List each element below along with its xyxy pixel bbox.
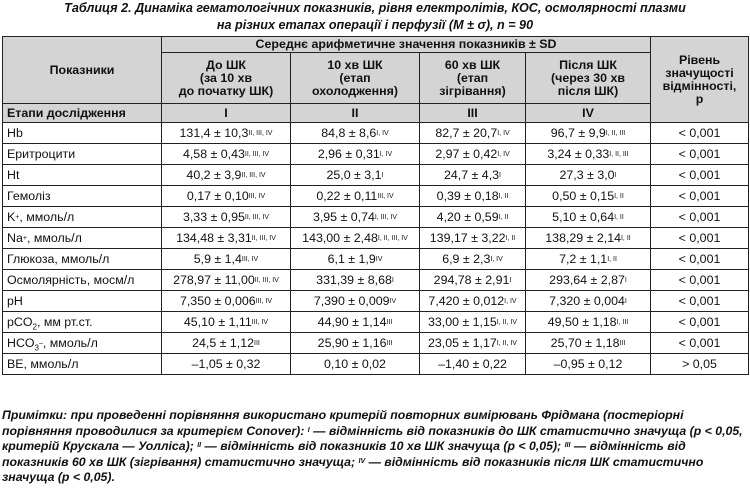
value-cell — [162, 228, 291, 249]
value-cell — [526, 207, 651, 228]
significance-marks: III — [619, 340, 626, 347]
value-text: 24,5 ± 1,12 — [192, 336, 255, 350]
row-label-unit: , ммоль/л — [19, 210, 75, 224]
value-cell — [526, 186, 651, 207]
value-text: 0,17 ± 0,10 — [186, 189, 249, 203]
value-text: 7,390 ± 0,009 — [313, 294, 390, 308]
significance-marks: I, II, IV — [496, 340, 518, 347]
row-label — [3, 291, 162, 312]
value-cell — [162, 144, 291, 165]
value-text: –1,05 ± 0,32 — [191, 357, 261, 371]
significance-marks: IV — [389, 298, 397, 305]
value-text: 6,1 ± 1,9 — [327, 252, 376, 266]
p-value-cell: < 0,001 — [651, 333, 749, 354]
value-text: 278,97 ± 11,00 — [173, 273, 255, 287]
value-text: 24,7 ± 4,3 — [444, 168, 500, 182]
row-label — [3, 228, 162, 249]
value-text: 40,2 ± 3,9 — [186, 168, 242, 182]
value-text: 2,96 ± 0,31 — [317, 147, 380, 161]
significance-marks: IV — [375, 256, 383, 263]
value-text: 7,420 ± 0,012 — [428, 294, 505, 308]
value-text: 0,39 ± 0,18 — [436, 189, 499, 203]
value-cell — [526, 249, 651, 270]
notes-text: — відмінність від показників 60 хв ШК (зігрівання) статистично значуща; — [2, 439, 686, 469]
value-text: 2,97 ± 0,42 — [435, 147, 498, 161]
value-text: 294,78 ± 2,91 — [433, 273, 510, 287]
p-value-cell: > 0,05 — [651, 354, 749, 375]
value-text: 82,7 ± 20,7 — [435, 126, 498, 140]
table-row — [3, 354, 749, 375]
stage-header-2 — [291, 53, 420, 104]
row-label-text: K — [7, 210, 16, 224]
value-cell — [526, 333, 651, 354]
caption-line-2: на різних етапах операції і перфузії (M ± σ), n = 90 — [216, 18, 534, 32]
value-cell — [420, 249, 526, 270]
row-label — [3, 333, 162, 354]
significance-marks: I, II — [614, 193, 624, 200]
significance-marks: I — [381, 172, 384, 179]
value-cell — [526, 270, 651, 291]
p-value-cell: < 0,001 — [651, 291, 749, 312]
value-text: 49,50 ± 1,18 — [547, 315, 617, 329]
value-text: 23,05 ± 1,17 — [427, 336, 497, 350]
notes-text: — відмінність від показників після ШК статистично значуща (p < 0,05). — [2, 454, 704, 484]
row-label — [3, 354, 162, 375]
value-text: 293,64 ± 2,87 — [549, 273, 625, 287]
significance-marks: I, II — [498, 214, 509, 221]
row-label-text: pH — [7, 294, 23, 308]
value-cell — [291, 207, 420, 228]
value-cell — [526, 123, 651, 144]
stage-header-line: (за 10 хв — [199, 70, 253, 85]
stage-header-line: Після ШК — [559, 57, 617, 72]
table-row — [3, 228, 749, 249]
value-cell — [291, 123, 420, 144]
p-value-cell: < 0,001 — [651, 207, 749, 228]
value-cell — [291, 291, 420, 312]
stage-header-line: охолодження) — [312, 83, 398, 98]
value-text: 7,350 ± 0,006 — [179, 294, 256, 308]
p-value-cell: < 0,001 — [651, 165, 749, 186]
table-caption — [0, 0, 750, 34]
significance-header — [651, 37, 749, 123]
value-cell — [162, 291, 291, 312]
notes-marker: II — [197, 442, 202, 449]
value-text: 7,320 ± 0,004 — [549, 294, 625, 308]
value-text: –1,40 ± 0,22 — [438, 357, 507, 371]
row-label-text: Глюкоза, ммоль/л — [7, 252, 110, 266]
significance-line: відмінності, — [662, 78, 737, 93]
value-cell — [291, 354, 420, 375]
row-label-text: Гемоліз — [7, 189, 51, 203]
significance-line: Рівень — [678, 52, 721, 67]
notes-text: Примітки: при проведенні порівняння використано критерій повторних вимірювань Фрідмана (постеріорні порівняння проводилися за критерієм Conover): — [2, 408, 684, 438]
value-text: 4,58 ± 0,43 — [182, 147, 245, 161]
significance-marks: I, IV — [379, 151, 393, 158]
value-cell — [162, 354, 291, 375]
value-text: 4,20 ± 0,59 — [436, 210, 499, 224]
table-row — [3, 312, 749, 333]
notes-marker: I — [307, 426, 310, 434]
value-text: 6,9 ± 2,3 — [442, 252, 491, 266]
data-table — [2, 36, 749, 375]
value-text: 138,29 ± 2,14 — [545, 231, 621, 245]
significance-marks: I — [499, 172, 501, 179]
value-cell — [420, 354, 526, 375]
value-cell — [526, 312, 651, 333]
p-value-cell: < 0,001 — [651, 144, 749, 165]
row-label — [3, 165, 162, 186]
stage-header-3 — [420, 53, 526, 104]
significance-marks: I, II — [505, 235, 516, 242]
table-row — [3, 144, 749, 165]
notes-marker: III — [564, 442, 571, 449]
significance-marks: I, II — [498, 193, 509, 200]
significance-marks: II, III, IV — [251, 235, 276, 242]
value-cell — [526, 291, 651, 312]
value-cell — [420, 165, 526, 186]
value-text: 3,33 ± 0,95 — [182, 210, 245, 224]
row-label-unit: , ммоль/л — [26, 231, 82, 245]
indicators-header: Показники — [3, 37, 162, 104]
value-text: 131,4 ± 10,3 — [179, 126, 249, 140]
value-cell — [162, 249, 291, 270]
table-row — [3, 186, 749, 207]
significance-marks: III, IV — [377, 193, 394, 200]
row-label-unit: , ммоль/л — [42, 336, 98, 350]
significance-marks: I — [624, 277, 627, 284]
value-cell — [291, 186, 420, 207]
stage-header-line: після ШК) — [557, 83, 619, 98]
row-label — [3, 312, 162, 333]
significance-marks: I — [391, 277, 394, 284]
value-text: 45,10 ± 1,11 — [183, 315, 252, 329]
value-cell — [291, 144, 420, 165]
significance-marks: III — [386, 319, 393, 326]
value-cell — [420, 228, 526, 249]
caption-line-1: Таблиця 2. Динаміка гематологічних показників, рівня електролітів, КОС, осмолярності плазми — [64, 1, 686, 15]
value-text: 84,8 ± 8,6 — [321, 126, 377, 140]
significance-marks: I — [509, 277, 512, 284]
significance-marks: I, IV — [497, 151, 510, 158]
stage-roman-1: I — [162, 104, 291, 123]
value-text: 25,70 ± 1,18 — [550, 336, 620, 350]
significance-marks: II, III, IV — [244, 214, 270, 221]
significance-marks: I, IV — [497, 130, 510, 137]
value-text: 0,50 ± 0,15 — [552, 189, 615, 203]
significance-marks: I, II — [620, 235, 631, 242]
stage-header-4 — [526, 53, 651, 104]
row-label-superscript: + — [22, 235, 27, 242]
row-label-superscript: + — [15, 214, 20, 221]
p-value-cell: < 0,001 — [651, 186, 749, 207]
significance-marks: I, II, IV — [496, 319, 518, 326]
value-cell — [420, 270, 526, 291]
value-cell — [162, 123, 291, 144]
significance-marks: III, IV — [251, 319, 269, 326]
value-cell — [162, 207, 291, 228]
row-label-text: HCO — [7, 336, 35, 350]
table-row — [3, 333, 749, 354]
value-cell — [420, 291, 526, 312]
p-value-cell: < 0,001 — [651, 312, 749, 333]
value-text: 134,48 ± 3,31 — [176, 231, 252, 245]
significance-marks: I, II, III — [609, 151, 629, 158]
row-label — [3, 249, 162, 270]
significance-marks: I — [614, 172, 617, 179]
value-text: 3,24 ± 0,33 — [547, 147, 610, 161]
significance-marks: I — [624, 298, 627, 305]
row-label-text: pCO — [7, 315, 33, 329]
stage-roman-3: III — [420, 104, 526, 123]
stages-label: Етапи дослідження — [3, 104, 162, 123]
significance-marks: II, III, IV — [241, 172, 266, 179]
value-cell — [420, 312, 526, 333]
value-text: 25,90 ± 1,16 — [317, 336, 387, 350]
significance-marks: I, II, III — [605, 130, 626, 137]
p-value-cell: < 0,001 — [651, 249, 749, 270]
table-row — [3, 123, 749, 144]
table-row — [3, 249, 749, 270]
significance-marks: III, IV — [241, 256, 259, 263]
value-text: 0,10 ± 0,02 — [324, 357, 386, 371]
significance-marks: I, II — [607, 256, 617, 263]
row-label — [3, 123, 162, 144]
significance-line: p — [695, 91, 704, 106]
significance-marks: I, IV — [376, 130, 389, 137]
value-cell — [420, 144, 526, 165]
value-cell — [526, 354, 651, 375]
stage-header-1 — [162, 53, 291, 104]
value-cell — [162, 270, 291, 291]
significance-marks: I, IV — [504, 298, 517, 305]
significance-marks: II, III, IV — [248, 130, 273, 137]
value-cell — [526, 228, 651, 249]
row-label-superscript: – — [39, 340, 43, 347]
notes-text: — відмінність від показників до ШК статистично значуща (p < 0,05, критерій Крускала — Уолліса); — [2, 423, 743, 453]
value-text: 0,22 ± 0,11 — [316, 189, 378, 203]
value-cell — [162, 186, 291, 207]
significance-marks: I, II, III, IV — [377, 235, 408, 242]
stage-header-line: зігрівання) — [439, 83, 506, 98]
value-cell — [291, 249, 420, 270]
stage-header-line: (етап — [456, 70, 489, 85]
table-row — [3, 207, 749, 228]
stage-header-line: 10 хв ШК — [327, 57, 383, 72]
significance-marks: II, III, IV — [244, 151, 270, 158]
value-text: 3,95 ± 0,74 — [312, 210, 375, 224]
value-cell — [420, 207, 526, 228]
row-label-unit: , мм рт.ст. — [36, 315, 93, 329]
value-cell — [420, 123, 526, 144]
value-cell — [291, 228, 420, 249]
row-label — [3, 186, 162, 207]
value-cell — [291, 333, 420, 354]
significance-marks: III, IV — [248, 193, 266, 200]
row-label-subscript: 3 — [34, 343, 39, 353]
row-label-text: Na — [7, 231, 23, 245]
p-value-cell: < 0,001 — [651, 123, 749, 144]
value-text: 5,9 ± 1,4 — [193, 252, 242, 266]
table-row — [3, 165, 749, 186]
value-cell — [162, 165, 291, 186]
significance-marks: III — [386, 340, 393, 347]
value-text: 331,39 ± 8,68 — [316, 273, 392, 287]
table-row — [3, 291, 749, 312]
value-text: 33,00 ± 1,15 — [427, 315, 497, 329]
p-value-cell: < 0,001 — [651, 228, 749, 249]
row-label — [3, 207, 162, 228]
significance-line: значущості — [665, 65, 734, 80]
notes-text: — відмінність від показників 10 хв ШК значуща (p < 0,05); — [201, 439, 565, 453]
row-label — [3, 270, 162, 291]
value-cell — [420, 186, 526, 207]
row-label-text: Осмолярність, мосм/л — [7, 273, 135, 287]
significance-marks: III — [254, 340, 260, 347]
row-label-text: Еритроцити — [7, 147, 76, 161]
stage-header-line: До ШК — [205, 57, 246, 72]
value-text: 27,3 ± 3,0 — [559, 168, 615, 182]
mean-group-header: Середнє арифметичне значення показників ± SD — [162, 37, 651, 53]
significance-marks: I, II — [614, 214, 624, 221]
table-notes — [2, 408, 746, 486]
significance-marks: III, IV — [255, 298, 273, 305]
value-cell — [291, 312, 420, 333]
stage-header-line: (через 30 хв — [551, 70, 626, 85]
row-label-subscript: 2 — [32, 322, 37, 332]
stage-roman-4: IV — [526, 104, 651, 123]
value-text: 96,7 ± 9,9 — [550, 126, 606, 140]
significance-marks: I, III, IV — [374, 214, 398, 221]
value-text: 7,2 ± 1,1 — [559, 252, 608, 266]
stage-header-line: до початку ШК) — [178, 83, 274, 98]
row-label — [3, 144, 162, 165]
significance-marks: II, III, IV — [254, 277, 279, 284]
table-row — [3, 270, 749, 291]
notes-marker: IV — [358, 457, 366, 465]
p-value-cell: < 0,001 — [651, 270, 749, 291]
value-cell — [291, 165, 420, 186]
row-label-text: Ht — [7, 168, 20, 182]
row-label-text: BE, ммоль/л — [7, 357, 79, 371]
value-text: 143,00 ± 2,48 — [302, 231, 378, 245]
value-cell — [420, 333, 526, 354]
stage-header-line: (етап — [339, 70, 371, 85]
stage-roman-2: II — [291, 104, 420, 123]
significance-marks: I, III — [616, 319, 629, 326]
value-cell — [526, 144, 651, 165]
row-label-text: Hb — [7, 126, 23, 140]
stage-header-line: 60 хв ШК — [444, 57, 501, 72]
significance-marks: I, IV — [490, 256, 503, 263]
value-text: 44,90 ± 1,14 — [317, 315, 387, 329]
value-cell — [162, 312, 291, 333]
value-text: 139,17 ± 3,22 — [429, 231, 506, 245]
value-text: 5,10 ± 0,64 — [552, 210, 615, 224]
value-cell — [162, 333, 291, 354]
value-text: –0,95 ± 0,12 — [553, 357, 623, 371]
value-cell — [291, 270, 420, 291]
value-cell — [526, 165, 651, 186]
value-text: 25,0 ± 3,1 — [326, 168, 382, 182]
